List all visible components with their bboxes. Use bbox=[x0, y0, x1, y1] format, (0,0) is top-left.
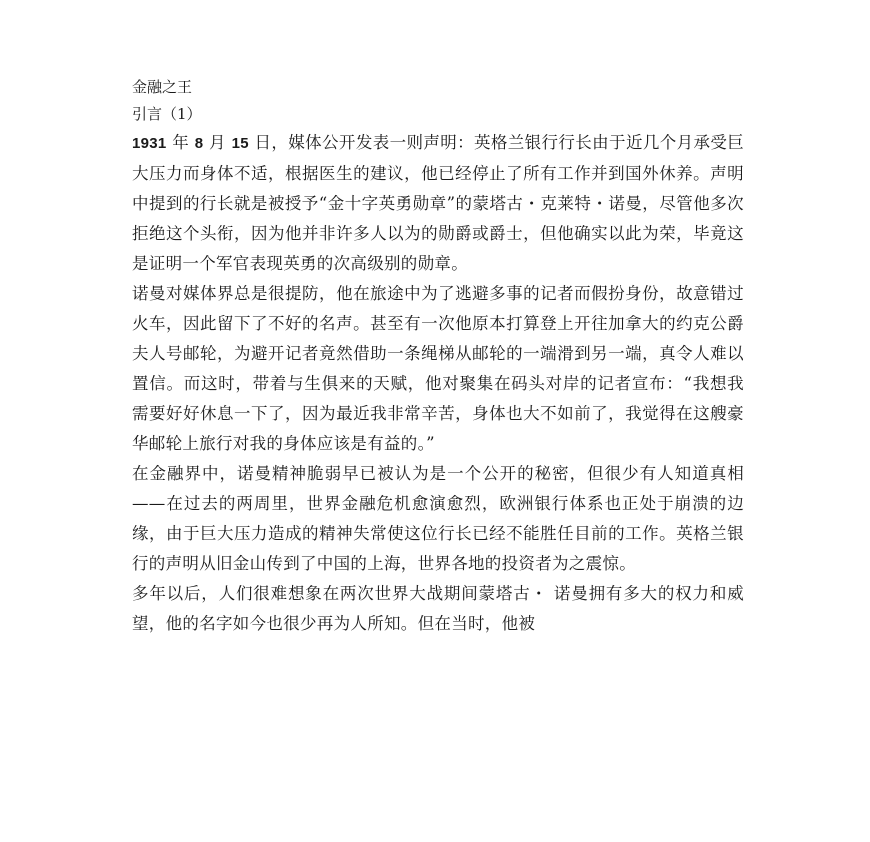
paragraph-1-text: 日，媒体公开发表一则声明：英格兰银行行长由于近几个月承受巨大压力而身体不适，根据医生的建议，他已经停止了所有工作并到国外休养。声明中提到的行长就是被授予“金十字英勇勋章”的蒙塔古・克莱特・诺曼，尽管他多次拒绝这个头衔，因为他并非许多人以为的勋爵或爵士，但他确实以此为荣，毕竟这是证明一个军官表现英勇的次高级别的勋章。 bbox=[132, 133, 745, 273]
date-day: 15 bbox=[231, 135, 249, 152]
date-year-unit: 年 bbox=[172, 133, 190, 152]
paragraph-4: 多年以后，人们很难想象在两次世界大战期间蒙塔古・ 诺曼拥有多大的权力和威望，他的名字如今也很少再为人所知。但在当时，他被 bbox=[132, 584, 744, 633]
document-title: 金融之王 bbox=[132, 78, 193, 96]
paragraph-1 bbox=[132, 128, 744, 279]
document-page bbox=[132, 74, 744, 639]
paragraph-2: 诺曼对媒体界总是很提防，他在旅途中为了逃避多事的记者而假扮身份，故意错过火车，因此留下了不好的名声。甚至有一次他原本打算登上开往加拿大的约克公爵夫人号邮轮，为避开记者竟然借助一条绳梯从邮轮的一端滑到另一端，真令人难以置信。而这时，带着与生俱来的天赋，他对聚集在码头对岸的记者宣布：“我想我需要好好休息一下了，因为最近我非常辛苦，身体也大不如前了，我觉得在这艘豪华邮轮上旅行对我的身体应该是有益的。” bbox=[132, 284, 744, 453]
document-subtitle: 引言（1） bbox=[132, 105, 202, 123]
date-month: 8 bbox=[194, 135, 204, 152]
paragraph-3: 在金融界中，诺曼精神脆弱早已被认为是一个公开的秘密，但很少有人知道真相——在过去的两周里，世界金融危机愈演愈烈，欧洲银行体系也正处于崩溃的边缘，由于巨大压力造成的精神失常使这位行长已经不能胜任目前的工作。英格兰银行的声明从旧金山传到了中国的上海，世界各地的投资者为之震惊。 bbox=[132, 464, 744, 573]
date-year: 1931 bbox=[132, 135, 167, 152]
date-month-unit: 月 bbox=[209, 133, 226, 152]
